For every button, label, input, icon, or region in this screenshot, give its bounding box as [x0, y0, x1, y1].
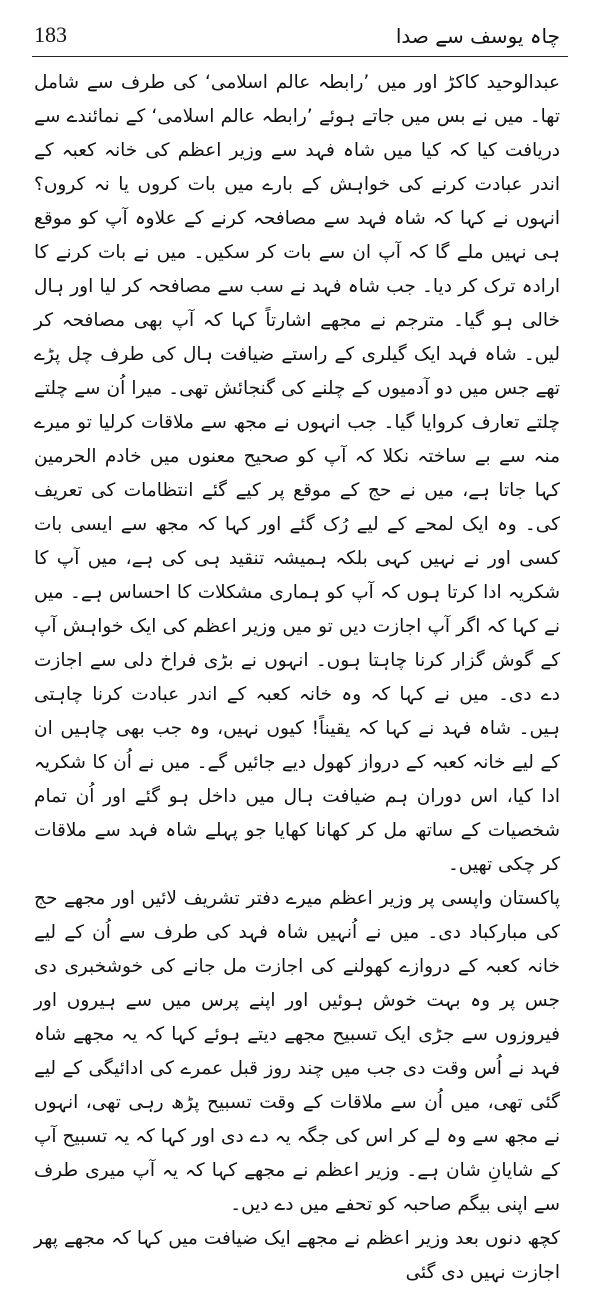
body-text	[34, 66, 560, 1290]
page-number: 183	[34, 22, 67, 47]
paragraph: کچھ دنوں بعد وزیر اعظم نے مجھے ایک ضیافت میں کہا کہ مجھے پھر اجازت نہیں دی گئی	[34, 1228, 560, 1283]
paragraph: عبدالوحید کاکڑ اور میں ’رابطہ عالم اسلامی‘ کی طرف سے شامل تھا۔ میں نے بس میں جاتے ہوئے ’رابطہ عالم اسلامی‘ کے نمائندے سے دریافت کیا کہ کیا میں شاہ فہد سے وزیر اعظم کی خانہ کعبہ کے اندر عبادت کرنے کی خواہش کے بارے میں بات کروں یا نہ کروں؟ انہوں نے کہا کہ شاہ فہد سے مصافحہ کرنے کے علاوہ آپ کو موقع ہی نہیں ملے گا کہ آپ ان سے بات کر سکیں۔ میں نے بات کرنے کا ارادہ ترک کر دیا۔ جب شاہ فہد نے سب سے مصافحہ کر لیا اور ہال خالی ہو گیا۔ مترجم نے مجھے اشارتاً کہا کہ آپ بھی مصافحہ کر لیں۔ شاہ فہد ایک گیلری کے راستے ضیافت ہال کی طرف چل پڑے تھے جس میں دو آدمیوں کے چلنے کی گنجائش تھی۔ میرا اُن سے چلتے چلتے تعارف کروایا گیا۔ جب انہوں نے مجھ سے ملاقات کرلیا تو میرے منہ سے بے ساختہ نکلا کہ آپ کو صحیح معنوں میں خادم الحرمین کہا جاتا ہے، میں نے حج کے موقع پر کیے گئے انتظامات کی تعریف کی۔ وہ ایک لمحے کے لیے رُک گئے اور کہا کہ مجھ سے ایسی بات کسی اور نے نہیں کہی بلکہ ہمیشہ تنقید ہی کی ہے، میں آپ کا شکریہ ادا کرتا ہوں کہ آپ کو ہماری مشکلات کا احساس ہے۔ میں نے کہا کہ اگر آپ اجازت دیں تو میں وزیر اعظم کی ایک خواہش آپ کے گوش گزار کرنا چاہتا ہوں۔ انہوں نے بڑی فراخ دلی سے اجازت دے دی۔ میں نے کہا کہ وہ خانہ کعبہ کے اندر عبادت کرنا چاہتی ہیں۔ شاہ فہد نے کہا کہ یقیناً! کیوں نہیں، وہ جب بھی چاہیں ان کے لیے خانہ کعبہ کے درواز کھول دیے جائیں گے۔ میں نے اُن کا شکریہ ادا کیا، اس دوران ہم ضیافت ہال میں داخل ہو گئے اور اُن تمام شخصیات کے ساتھ مل کر کھانا کھایا جو پہلے شاہ فہد سے ملاقات کر چکی تھیں۔	[34, 72, 560, 875]
header-divider	[32, 56, 568, 57]
paragraph: پاکستان واپسی پر وزیر اعظم میرے دفتر تشریف لائیں اور مجھے حج کی مبارکباد دی۔ میں نے اُنہیں شاہ فہد کی طرف سے اُن کے لیے خانہ کعبہ کے دروازے کھولنے کی اجازت مل جانے کی خوشخبری دی جس پر وہ بہت خوش ہوئیں اور اپنے پرس میں سے ہیروں اور فیروزوں سے جڑی ایک تسبیح مجھے دیتے ہوئے کہا کہ یہ مجھے شاہ فہد نے اُس وقت دی جب میں چند روز قبل عمرے کی ادائیگی کے لیے گئی تھی، میں اُن سے ملاقات کے وقت تسبیح پڑھ رہی تھی، انہوں نے مجھ سے وہ لے کر اس کی جگہ یہ دے دی اور کہا کہ یہ تسبیح آپ کے شایانِ شان ہے۔ وزیر اعظم نے مجھے کہا کہ یہ آپ میری طرف سے اپنی بیگم صاحبہ کو تحفے میں دے دیں۔	[34, 888, 560, 1215]
running-title: چاہ یوسف سے صدا	[395, 24, 560, 48]
